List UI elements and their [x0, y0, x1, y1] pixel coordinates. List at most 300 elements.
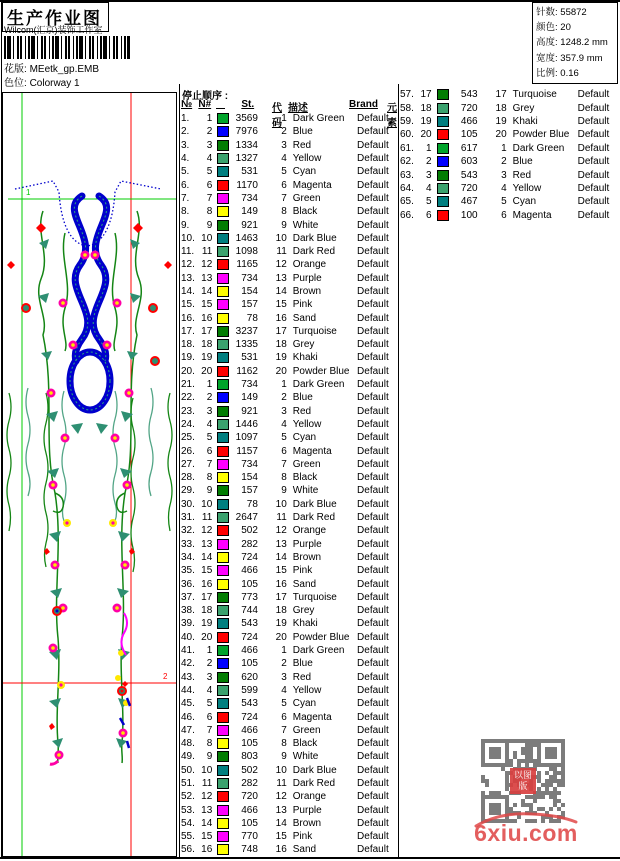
stitches-cell: 105	[241, 738, 258, 750]
stitches-cell: 105	[241, 578, 258, 590]
code-cell: 8	[281, 206, 287, 218]
thread-color-swatch	[437, 89, 449, 100]
code-cell: 6	[501, 209, 507, 221]
code-cell: 15	[275, 831, 287, 843]
thread-color-swatch	[437, 143, 449, 154]
needle-cell: 16	[201, 844, 213, 856]
scale-row: 比例: 0.16	[536, 67, 579, 79]
stop-cell: 32.	[181, 525, 195, 537]
description-cell: Dark Green	[512, 142, 565, 154]
needle-cell: 7	[206, 724, 213, 736]
code-cell: 19	[495, 115, 507, 127]
table-row	[400, 182, 618, 195]
stitches-cell: 543	[460, 169, 478, 181]
swatch-cell	[217, 180, 229, 191]
code-cell: 14	[275, 817, 287, 829]
stop-cell: 2.	[181, 126, 190, 138]
col-stop: №	[181, 99, 193, 110]
code-cell: 4	[501, 182, 507, 194]
needle-cell: 2	[206, 126, 213, 138]
needle-cell: 2	[206, 392, 213, 404]
description-cell: Powder Blue	[292, 631, 350, 643]
needle-cell: 3	[206, 139, 213, 151]
needle-cell: 1	[206, 379, 213, 391]
brand-cell: Default	[357, 339, 389, 351]
start-marker: 1	[26, 188, 31, 197]
thread-color-swatch	[217, 446, 229, 457]
code-cell: 2	[281, 658, 287, 670]
brand-cell: Default	[357, 458, 389, 470]
brand-cell: Default	[357, 432, 389, 444]
stop-cell: 14.	[181, 286, 195, 297]
table-row	[181, 830, 397, 843]
stop-cell: 7.	[181, 192, 190, 204]
description-cell: Purple	[292, 538, 322, 550]
swatch-cell	[217, 565, 229, 576]
description-cell: Magenta	[292, 445, 332, 457]
swatch-cell	[217, 765, 229, 776]
thread-color-swatch	[217, 419, 229, 430]
brand-cell: Default	[357, 684, 389, 696]
brand-cell: Default	[357, 831, 389, 843]
stitches-cell: 1446	[235, 418, 258, 430]
stitch-count-value: 55872	[560, 7, 587, 18]
stop-cell: 45.	[181, 698, 195, 710]
brand-cell: Default	[357, 777, 389, 789]
description-cell: Red	[512, 169, 532, 181]
stop-cell: 15.	[181, 299, 195, 311]
swatch-cell	[217, 525, 229, 536]
needle-cell: 12	[201, 259, 213, 271]
stitches-cell: 724	[241, 631, 258, 643]
stop-cell: 62.	[400, 156, 414, 168]
description-cell: Powder Blue	[512, 129, 570, 141]
stop-cell: 26.	[181, 445, 195, 457]
code-cell: 12	[275, 525, 287, 537]
stop-cell: 23.	[181, 405, 195, 417]
table-row	[400, 209, 618, 222]
needle-cell: 1	[206, 645, 213, 657]
thread-color-swatch	[217, 632, 229, 643]
thread-color-swatch	[217, 552, 229, 563]
description-cell: Grey	[512, 102, 535, 114]
table-row	[400, 101, 618, 114]
watermark-text: 6xiu.com	[474, 820, 578, 846]
brand-cell: Default	[357, 352, 389, 364]
table-row	[181, 670, 397, 683]
description-cell: Pink	[292, 831, 313, 843]
swatch-cell	[217, 459, 229, 470]
swatch-cell	[217, 698, 229, 709]
table-row	[181, 391, 397, 404]
thread-color-swatch	[217, 379, 229, 390]
thread-color-swatch	[217, 220, 229, 231]
code-cell: 11	[276, 777, 287, 789]
swatch-cell	[217, 632, 229, 643]
table-row	[181, 139, 397, 152]
stop-cell: 42.	[181, 658, 195, 670]
divider-table-columns	[398, 84, 399, 857]
table-row	[181, 152, 397, 165]
swatch-cell	[437, 116, 449, 127]
col-description: 描述	[287, 103, 308, 114]
swatch-cell	[217, 379, 229, 390]
description-cell: Dark Blue	[292, 764, 337, 776]
swatch-cell	[217, 153, 229, 164]
swatch-cell	[437, 143, 449, 154]
thread-color-swatch	[217, 592, 229, 603]
swatch-cell	[217, 712, 229, 723]
stitches-cell: 1098	[235, 246, 258, 258]
thread-color-swatch	[217, 512, 229, 523]
width-row: 宽度: 357.9 mm	[536, 52, 603, 64]
stitches-cell: 734	[241, 272, 258, 284]
swatch-cell	[217, 432, 229, 443]
stitches-cell: 734	[241, 192, 258, 204]
table-row	[181, 444, 397, 457]
table-row	[181, 378, 397, 391]
code-cell: 4	[281, 418, 287, 430]
stitches-cell: 720	[460, 182, 478, 194]
needle-cell: 5	[206, 432, 213, 444]
needle-cell: 16	[201, 312, 213, 324]
description-cell: Dark Red	[292, 512, 336, 524]
thread-color-swatch	[217, 844, 229, 855]
stitches-cell: 157	[241, 485, 258, 497]
description-cell: Khaki	[292, 618, 318, 630]
stitches-cell: 531	[241, 352, 258, 364]
description-cell: Blue	[292, 392, 313, 404]
code-cell: 14	[275, 286, 287, 297]
stop-cell: 34.	[181, 551, 195, 563]
description-cell: Purple	[292, 804, 322, 816]
needle-cell: 2	[206, 658, 213, 670]
stitches-cell: 543	[241, 698, 258, 710]
swatch-cell	[437, 183, 449, 194]
stitches-cell: 724	[241, 711, 258, 723]
needle-cell: 18	[201, 605, 213, 617]
brand-cell: Default	[577, 156, 610, 168]
stitches-cell: 149	[241, 206, 258, 218]
swatch-cell	[217, 685, 229, 696]
table-row	[181, 285, 397, 298]
brand-cell: Default	[357, 551, 389, 563]
embroidery-design	[3, 93, 176, 856]
swatch-cell	[217, 220, 229, 231]
needle-cell: 3	[426, 169, 432, 181]
collar-bands	[70, 196, 110, 410]
stitches-cell: 617	[460, 142, 478, 154]
code-cell: 13	[275, 272, 287, 284]
thread-color-swatch	[217, 539, 229, 550]
stop-cell: 47.	[181, 724, 195, 736]
stitches-cell: 1097	[235, 432, 258, 444]
brand-cell: Default	[357, 791, 389, 803]
swatch-cell	[217, 818, 229, 829]
brand-cell: Default	[357, 711, 389, 723]
description-cell: Black	[292, 206, 318, 218]
stop-cell: 59.	[400, 115, 414, 127]
needle-cell: 4	[206, 418, 213, 430]
brand-cell: Default	[357, 325, 389, 337]
table-row	[181, 710, 397, 723]
stop-cell: 5.	[181, 166, 190, 178]
color-count-value: 20	[560, 22, 571, 34]
code-cell: 8	[281, 738, 287, 750]
stop-cell: 18.	[181, 339, 195, 351]
needle-cell: 9	[206, 485, 213, 497]
brand-cell: Default	[357, 804, 389, 816]
needle-cell: 14	[201, 551, 213, 563]
needle-cell: 1	[426, 142, 432, 154]
table-row	[181, 471, 397, 484]
description-cell: Green	[292, 458, 321, 470]
swatch-cell	[217, 140, 229, 151]
brand-cell: Default	[357, 578, 389, 590]
brand-cell: Default	[357, 724, 389, 736]
code-cell: 1	[281, 645, 287, 657]
needle-cell: 13	[201, 804, 213, 816]
swatch-cell	[217, 672, 229, 683]
description-cell: Brown	[292, 817, 322, 829]
brand-cell: Default	[357, 525, 389, 537]
stitches-cell: 466	[241, 804, 258, 816]
code-cell: 7	[281, 724, 287, 736]
stitches-cell: 7976	[235, 126, 258, 138]
stop-cell: 36.	[181, 578, 195, 590]
brand-cell: Default	[357, 166, 389, 178]
swatch-cell	[217, 126, 229, 137]
description-cell: Dark Green	[292, 379, 345, 391]
code-cell: 10	[275, 498, 287, 510]
swatch-cell	[217, 658, 229, 669]
needle-cell: 13	[201, 538, 213, 550]
needle-cell: 17	[201, 325, 213, 337]
swatch-cell	[217, 499, 229, 510]
colorway-label: 色位:	[4, 78, 27, 89]
stitches-cell: 543	[241, 618, 258, 630]
thread-color-swatch	[437, 210, 449, 221]
table-row	[181, 790, 397, 803]
swatch-cell	[217, 512, 229, 523]
swatch-cell	[437, 156, 449, 167]
pattern-file-value: MEetk_gp.EMB	[29, 64, 100, 75]
thread-color-swatch	[217, 499, 229, 510]
swatch-cell	[217, 366, 229, 377]
description-cell: Grey	[292, 339, 315, 351]
thread-color-swatch	[437, 103, 449, 114]
needle-cell: 3	[206, 671, 213, 683]
needle-cell: 10	[201, 232, 213, 244]
swatch-cell	[217, 645, 229, 656]
needle-cell: 5	[426, 196, 432, 208]
stitches-cell: 531	[241, 166, 258, 178]
description-cell: Yellow	[292, 418, 322, 430]
stitches-cell: 748	[241, 844, 258, 856]
code-cell: 1	[501, 142, 507, 154]
stop-cell: 61.	[400, 142, 414, 154]
swatch-cell	[217, 791, 229, 802]
end-marker: 2	[163, 672, 168, 681]
thread-color-swatch	[217, 233, 229, 244]
thread-color-swatch	[217, 818, 229, 829]
stop-cell: 22.	[181, 392, 195, 404]
swatch-cell	[437, 210, 449, 221]
code-cell: 16	[275, 578, 287, 590]
thread-color-swatch	[217, 206, 229, 217]
stitches-cell: 282	[241, 777, 258, 789]
needle-cell: 19	[420, 115, 432, 127]
stop-cell: 35.	[181, 565, 195, 577]
table-row	[181, 524, 397, 537]
description-cell: Cyan	[292, 698, 317, 710]
brand-cell: Default	[357, 631, 389, 643]
description-cell: Blue	[292, 658, 313, 670]
table-row	[181, 777, 397, 790]
code-cell: 5	[281, 166, 287, 178]
code-cell: 9	[281, 485, 287, 497]
stitches-cell: 734	[241, 458, 258, 470]
stitches-cell: 599	[241, 684, 258, 696]
table-row	[181, 684, 397, 697]
table-row	[181, 564, 397, 577]
code-cell: 19	[275, 618, 287, 630]
table-row	[181, 418, 397, 431]
needle-cell: 11	[201, 246, 213, 258]
stop-cell: 53.	[181, 804, 195, 816]
needle-cell: 15	[201, 565, 213, 577]
description-cell: Dark Red	[292, 246, 336, 258]
description-cell: Powder Blue	[292, 365, 350, 377]
code-cell: 11	[276, 246, 287, 258]
stop-cell: 65.	[400, 196, 414, 208]
stop-cell: 28.	[181, 472, 195, 484]
code-cell: 2	[281, 392, 287, 404]
description-cell: White	[292, 485, 319, 497]
needle-cell: 15	[201, 299, 213, 311]
thread-color-swatch	[217, 166, 229, 177]
description-cell: Sand	[292, 312, 317, 324]
brand-cell: Default	[577, 209, 610, 221]
stitches-cell: 502	[241, 525, 258, 537]
thread-color-swatch	[217, 685, 229, 696]
table-row	[181, 511, 397, 524]
stop-sequence-label: 停止顺序 :	[182, 91, 229, 102]
needle-cell: 20	[201, 631, 213, 643]
stitches-cell: 502	[241, 764, 258, 776]
stitches-cell: 1335	[235, 339, 258, 351]
description-cell: Dark Blue	[292, 232, 337, 244]
design-preview-panel	[2, 92, 177, 857]
code-cell: 15	[275, 299, 287, 311]
code-cell: 17	[495, 89, 507, 101]
needle-cell: 6	[206, 445, 213, 457]
swatch-cell	[437, 129, 449, 140]
stitches-cell: 157	[241, 299, 258, 311]
stitches-cell: 734	[241, 379, 258, 391]
thread-color-swatch	[217, 791, 229, 802]
table-row	[181, 458, 397, 471]
brand-cell: Default	[357, 498, 389, 510]
colorway-value: Colorway 1	[29, 78, 80, 89]
code-cell: 12	[275, 791, 287, 803]
code-cell: 20	[275, 631, 287, 643]
description-cell: Yellow	[512, 182, 542, 194]
stop-cell: 58.	[400, 102, 414, 114]
brand-cell: Default	[577, 169, 610, 181]
table-row	[181, 617, 397, 630]
code-cell: 11	[276, 512, 287, 524]
code-cell: 10	[275, 764, 287, 776]
stop-cell: 64.	[400, 182, 414, 194]
stop-cell: 37.	[181, 591, 195, 603]
swatch-cell	[217, 313, 229, 324]
thread-color-swatch	[217, 472, 229, 483]
description-cell: Orange	[292, 791, 327, 803]
brand-cell: Default	[357, 192, 389, 204]
table-row	[181, 165, 397, 178]
scale-value: 0.16	[560, 67, 579, 79]
thread-color-swatch	[217, 738, 229, 749]
description-cell: Grey	[292, 605, 315, 617]
stitches-cell: 720	[241, 791, 258, 803]
stop-cell: 41.	[181, 645, 195, 657]
needle-cell: 4	[206, 153, 213, 165]
brand-cell: Default	[357, 645, 389, 657]
needle-cell: 12	[201, 791, 213, 803]
thread-color-swatch	[217, 725, 229, 736]
needle-cell: 5	[206, 166, 213, 178]
table-row	[181, 405, 397, 418]
brand-cell: Default	[357, 565, 389, 577]
thread-color-swatch	[217, 259, 229, 270]
table-row	[181, 365, 397, 378]
table-row	[181, 551, 397, 564]
table-row	[181, 737, 397, 750]
stitches-cell: 78	[246, 498, 258, 510]
table-row	[181, 657, 397, 670]
height-row: 高度: 1248.2 mm	[536, 37, 608, 49]
description-cell: Red	[292, 139, 312, 151]
needle-cell: 14	[201, 817, 213, 829]
stop-cell: 38.	[181, 605, 195, 617]
code-cell: 2	[501, 156, 507, 168]
table-row	[181, 604, 397, 617]
table-row	[181, 192, 397, 205]
brand-cell: Default	[357, 418, 389, 430]
table-row	[181, 258, 397, 271]
brand-cell: Default	[357, 605, 389, 617]
needle-cell: 10	[201, 498, 213, 510]
stop-cell: 55.	[181, 831, 195, 843]
needle-cell: 4	[206, 684, 213, 696]
description-cell: Sand	[292, 844, 317, 856]
table-row	[181, 298, 397, 311]
stitches-cell: 543	[460, 89, 478, 101]
stitches-cell: 3569	[235, 113, 258, 125]
needle-cell: 17	[420, 89, 432, 101]
stitches-cell: 105	[241, 817, 258, 829]
brand-cell: Default	[357, 445, 389, 457]
swatch-cell	[217, 339, 229, 350]
stitches-cell: 282	[241, 538, 258, 550]
swatch-cell	[217, 778, 229, 789]
code-cell: 1	[281, 113, 287, 125]
swatch-cell	[217, 725, 229, 736]
flowers-yellow	[57, 519, 129, 706]
thread-color-swatch	[217, 180, 229, 191]
col-brand: Brand	[349, 99, 378, 110]
